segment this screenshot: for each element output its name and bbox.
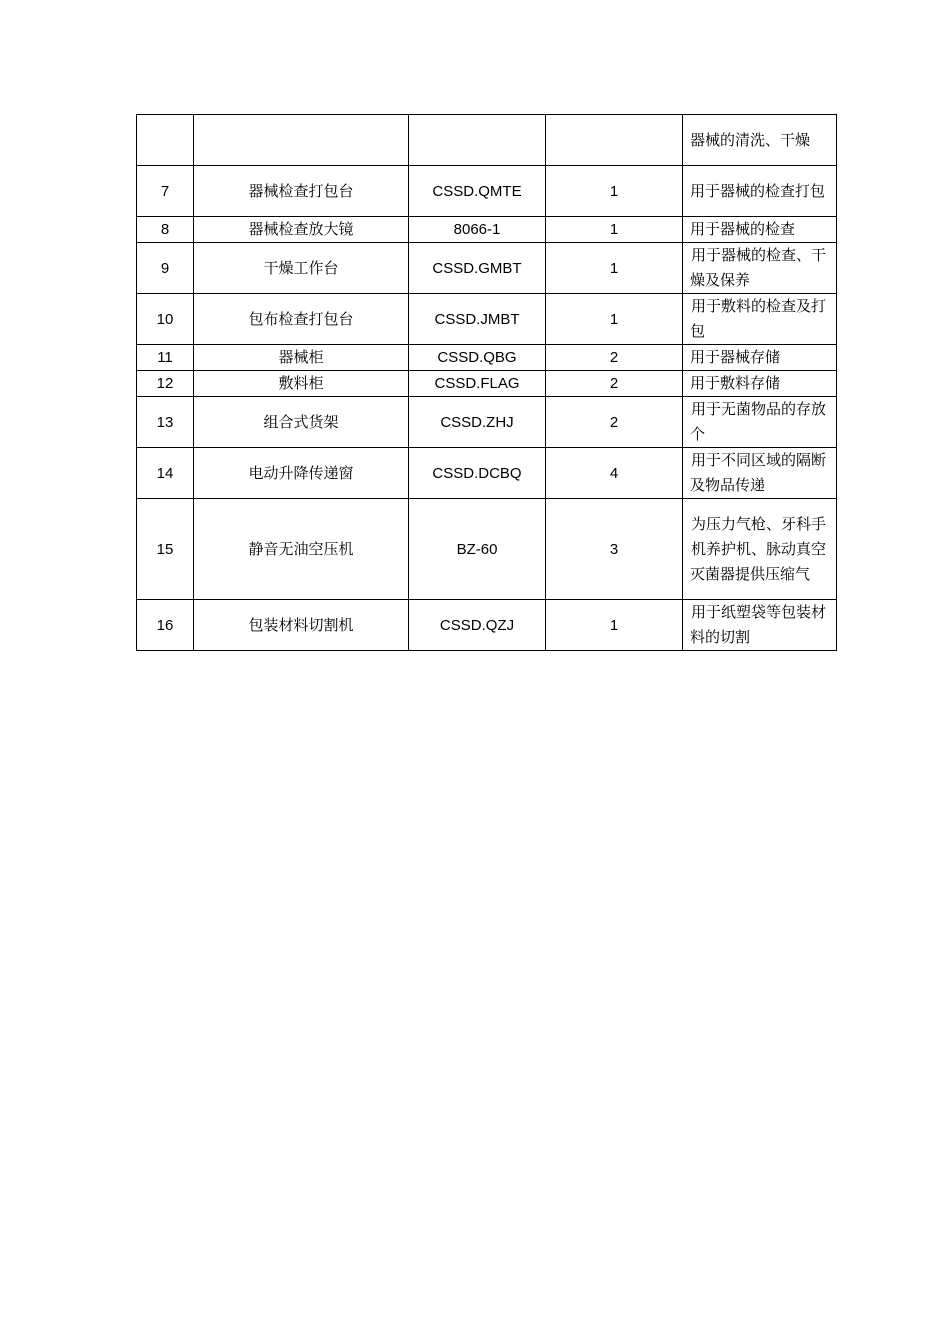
quantity-cell: 1 bbox=[546, 600, 683, 651]
table-row bbox=[137, 448, 837, 499]
equipment-name-cell: 组合式货架 bbox=[194, 397, 409, 448]
equipment-name-cell: 包布检查打包台 bbox=[194, 294, 409, 345]
row-number-cell: 16 bbox=[137, 600, 194, 651]
table-row bbox=[137, 499, 837, 600]
model-cell: CSSD.JMBT bbox=[409, 294, 546, 345]
equipment-name-cell: 干燥工作台 bbox=[194, 243, 409, 294]
model-cell bbox=[409, 115, 546, 166]
usage-cell: 用于器械的检查、干燥及保养 bbox=[683, 243, 837, 294]
usage-cell: 用于器械存储 bbox=[683, 345, 837, 371]
table-row bbox=[137, 345, 837, 371]
row-number-cell: 13 bbox=[137, 397, 194, 448]
quantity-cell: 4 bbox=[546, 448, 683, 499]
quantity-cell: 1 bbox=[546, 166, 683, 217]
table-row bbox=[137, 243, 837, 294]
usage-cell: 为压力气枪、牙科手机养护机、脉动真空灭菌器提供压缩气 bbox=[683, 499, 837, 600]
usage-cell: 用于器械的检查打包 bbox=[683, 166, 837, 217]
quantity-cell: 3 bbox=[546, 499, 683, 600]
table-row bbox=[137, 600, 837, 651]
row-number-cell: 11 bbox=[137, 345, 194, 371]
usage-cell: 用于敷料存储 bbox=[683, 371, 837, 397]
usage-cell: 用于敷料的检查及打包 bbox=[683, 294, 837, 345]
equipment-name-cell: 电动升降传递窗 bbox=[194, 448, 409, 499]
quantity-cell: 1 bbox=[546, 294, 683, 345]
table-row bbox=[137, 115, 837, 166]
model-cell: CSSD.FLAG bbox=[409, 371, 546, 397]
row-number-cell: 8 bbox=[137, 217, 194, 243]
row-number-cell: 7 bbox=[137, 166, 194, 217]
model-cell: 8066-1 bbox=[409, 217, 546, 243]
table-row bbox=[137, 397, 837, 448]
quantity-cell: 2 bbox=[546, 371, 683, 397]
equipment-name-cell: 器械柜 bbox=[194, 345, 409, 371]
row-number-cell: 14 bbox=[137, 448, 194, 499]
equipment-name-cell: 敷料柜 bbox=[194, 371, 409, 397]
equipment-table-body bbox=[137, 115, 837, 651]
row-number-cell: 9 bbox=[137, 243, 194, 294]
table-row bbox=[137, 217, 837, 243]
equipment-table bbox=[136, 114, 837, 651]
table-row bbox=[137, 294, 837, 345]
equipment-name-cell: 包装材料切割机 bbox=[194, 600, 409, 651]
model-cell: BZ-60 bbox=[409, 499, 546, 600]
equipment-name-cell: 器械检查放大镜 bbox=[194, 217, 409, 243]
usage-cell: 用于不同区域的隔断及物品传递 bbox=[683, 448, 837, 499]
row-number-cell: 10 bbox=[137, 294, 194, 345]
model-cell: CSSD.ZHJ bbox=[409, 397, 546, 448]
row-number-cell: 12 bbox=[137, 371, 194, 397]
usage-cell: 用于器械的检查 bbox=[683, 217, 837, 243]
quantity-cell: 1 bbox=[546, 243, 683, 294]
usage-cell: 用于纸塑袋等包装材料的切割 bbox=[683, 600, 837, 651]
table-row bbox=[137, 166, 837, 217]
equipment-name-cell: 器械检查打包台 bbox=[194, 166, 409, 217]
model-cell: CSSD.QBG bbox=[409, 345, 546, 371]
equipment-name-cell bbox=[194, 115, 409, 166]
usage-cell: 器械的清洗、干燥 bbox=[683, 115, 837, 166]
row-number-cell: 15 bbox=[137, 499, 194, 600]
quantity-cell: 2 bbox=[546, 345, 683, 371]
quantity-cell: 1 bbox=[546, 217, 683, 243]
equipment-name-cell: 静音无油空压机 bbox=[194, 499, 409, 600]
quantity-cell bbox=[546, 115, 683, 166]
row-number-cell bbox=[137, 115, 194, 166]
model-cell: CSSD.QMTE bbox=[409, 166, 546, 217]
usage-cell: 用于无菌物品的存放个 bbox=[683, 397, 837, 448]
model-cell: CSSD.GMBT bbox=[409, 243, 546, 294]
model-cell: CSSD.QZJ bbox=[409, 600, 546, 651]
quantity-cell: 2 bbox=[546, 397, 683, 448]
model-cell: CSSD.DCBQ bbox=[409, 448, 546, 499]
table-row bbox=[137, 371, 837, 397]
